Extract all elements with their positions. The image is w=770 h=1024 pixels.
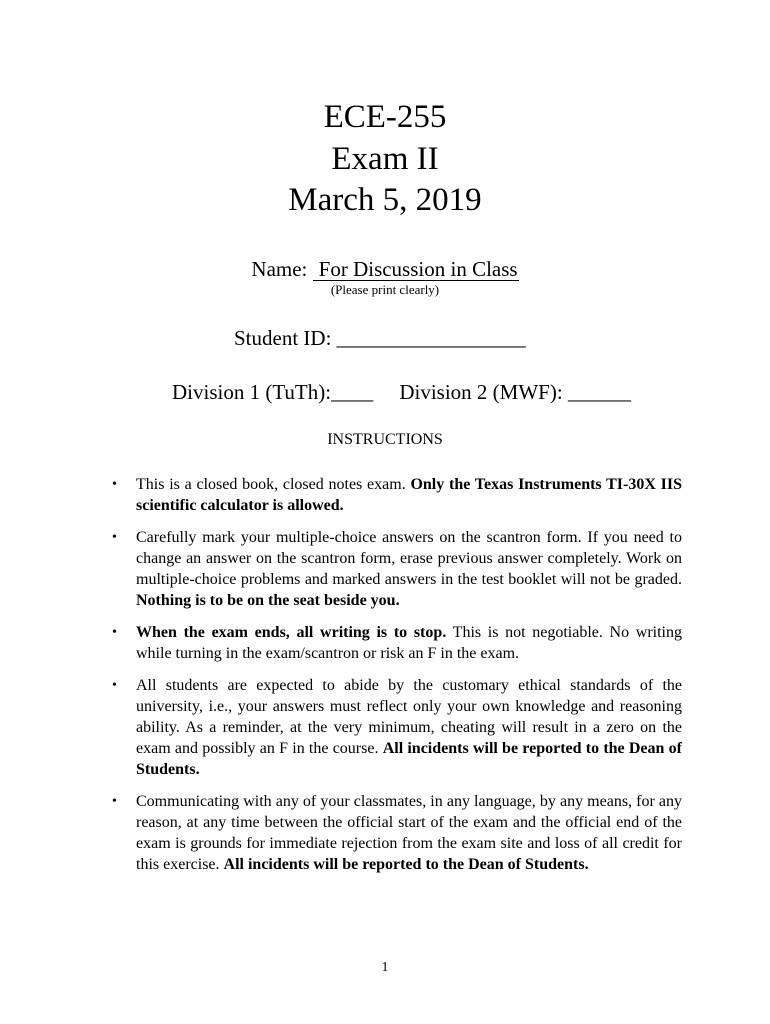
instruction-emphasis: All incidents will be reported to the Dean of Students.: [136, 740, 682, 778]
instruction-item: [112, 474, 682, 516]
instruction-text: This is a closed book, closed notes exam.: [136, 476, 411, 493]
page-number: 1: [381, 960, 389, 975]
name-field: [0, 256, 770, 282]
bullet-icon: •: [112, 625, 117, 640]
instruction-item: [112, 675, 682, 780]
instruction-text: All students are expected to abide by the customary ethical standards of the university, i.e., your answers must reflect only your own knowledge and reasoning ability. As a reminder, at the very minimum, cheating will result in a zero on the exam and possibly an F in the course.: [136, 677, 682, 757]
exam-date: March 5, 2019: [288, 182, 482, 218]
name-value: For Discussion in Class: [313, 258, 519, 281]
instruction-item: [112, 527, 682, 611]
instructions-heading: INSTRUCTIONS: [327, 431, 443, 448]
division-1-label: Division 1 (TuTh):: [172, 380, 332, 404]
name-hint-text: (Please print clearly): [330, 282, 440, 297]
division-2-blank: ______: [567, 380, 631, 404]
bullet-icon: •: [112, 530, 117, 545]
instruction-item: [112, 791, 682, 875]
bullet-icon: •: [112, 794, 117, 809]
instruction-emphasis: Only the Texas Instruments TI-30X IIS scientific calculator is allowed.: [136, 476, 683, 514]
instruction-text: Communicating with any of your classmates, in any language, by any means, for any reason, at any time between the official start of the exam and the official end of the exam is grounds for immediate rejection from the exam site and loss of all credit for this exercise.: [136, 793, 682, 873]
bullet-icon: •: [112, 678, 117, 693]
instruction-text: This is not negotiable. No writing while turning in the exam/scantron or risk an F in the exam.: [136, 624, 682, 662]
instruction-emphasis: All incidents will be reported to the Dean of Students.: [223, 856, 589, 873]
bullet-icon: •: [112, 477, 117, 492]
student-id-field: [234, 324, 526, 352]
instruction-item: [112, 622, 682, 664]
name-hint: [0, 282, 770, 298]
division-1-blank: ____: [331, 380, 374, 404]
name-label: Name:: [251, 257, 308, 281]
instruction-emphasis: Nothing is to be on the seat beside you.: [136, 592, 400, 609]
division-2-label: Division 2 (MWF):: [399, 380, 563, 404]
exam-title: Exam II: [331, 141, 439, 177]
course-title: ECE-255: [323, 99, 447, 135]
instruction-text: Carefully mark your multiple-choice answers on the scantron form. If you need to change an answer on the scantron form, erase previous answer completely. Work on multiple-choice problems and marked answers in the test booklet will not be graded.: [136, 529, 682, 588]
student-id-label: Student ID:: [234, 326, 332, 350]
instruction-emphasis: When the exam ends, all writing is to stop.: [136, 624, 447, 641]
division-fields: [172, 378, 631, 406]
student-id-blank: __________________: [336, 326, 526, 350]
instructions-list: [112, 474, 682, 886]
